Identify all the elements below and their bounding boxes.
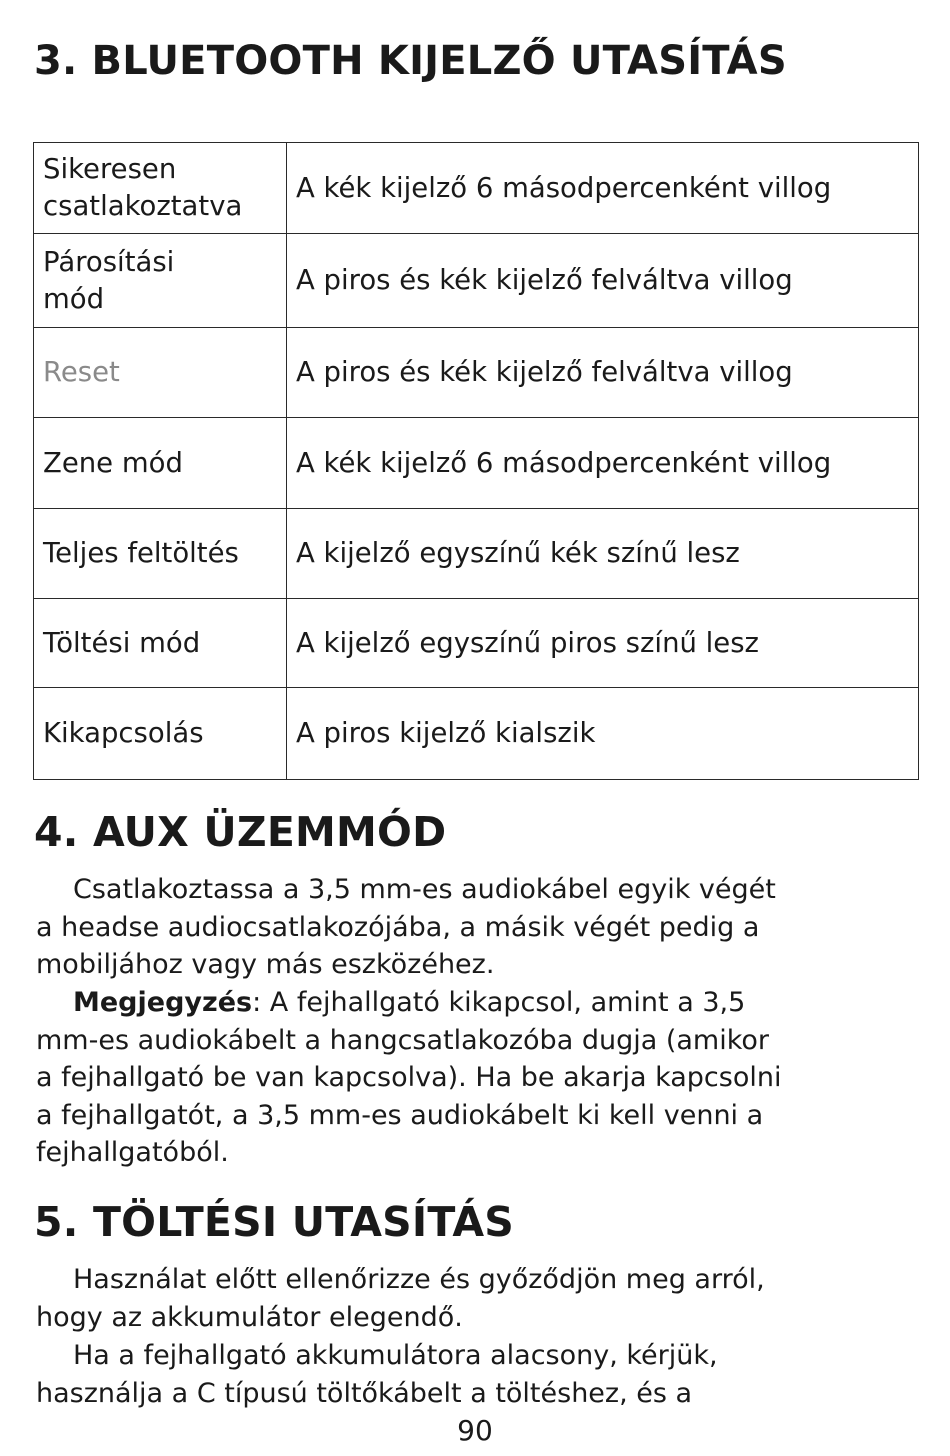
text-line: hogy az akkumulátor elegendő. [36,1301,463,1333]
page-number: 90 [457,1414,493,1447]
table-row [34,418,919,509]
table-row [34,328,919,418]
text-line: fejhallgatóból. [36,1137,229,1169]
text-line: Használat előtt ellenőrizze és győződjön meg arról, [73,1264,765,1295]
state-cell: Kikapcsolás [34,688,287,780]
state-label: mód [43,282,105,315]
text-line: Ha a fejhallgató akkumulátora alacsony, kérjük, [73,1340,718,1371]
charging-paragraph [36,1337,906,1412]
state-cell: Reset [34,328,287,418]
state-label: csatlakoztatva [43,190,243,222]
section-heading-aux-mode: 4. AUX ÜZEMMÓD [34,808,447,856]
text-line: használja a C típusú töltőkábelt a töltéshez, és a [36,1377,693,1409]
text-line: a fejhallgató be van kapcsolva). Ha be akarja kapcsolni [36,1062,782,1094]
text-line: Csatlakoztassa a 3,5 mm-es audiokábel egyik végét [73,874,776,905]
charging-paragraph [36,1261,906,1336]
section-heading-bluetooth-indicator: 3. BLUETOOTH KIJELZŐ UTASÍTÁS [34,38,787,84]
note-text: : A fejhallgató kikapcsol, amint a 3,5 [252,987,746,1018]
state-label: Sikeresen [43,153,177,185]
note-label: Megjegyzés [73,987,253,1018]
text-line: a fejhallgatót, a 3,5 mm-es audiokábelt ki kell venni a [36,1099,764,1131]
description-cell: A kék kijelző 6 másodpercenként villog [287,143,919,234]
description-cell: A piros kijelző kialszik [287,688,919,780]
state-label: Párosítási [43,245,175,278]
table-row [34,234,919,328]
description-cell: A kijelző egyszínű piros színű lesz [287,599,919,688]
table-row [34,688,919,780]
table-row [34,509,919,599]
table-row [34,143,919,234]
text-line: mobiljához vagy más eszközéhez. [36,949,495,981]
state-cell [34,234,287,328]
state-cell: Teljes feltöltés [34,509,287,599]
description-cell: A kék kijelző 6 másodpercenként villog [287,418,919,509]
state-cell: Zene mód [34,418,287,509]
description-cell: A kijelző egyszínű kék színű lesz [287,509,919,599]
text-line: mm-es audiokábelt a hangcsatlakozóba dugja (amikor [36,1024,770,1056]
text-line: a headse audiocsatlakozójába, a másik végét pedig a [36,911,760,943]
table-row [34,599,919,688]
description-cell: A piros és kék kijelző felváltva villog [287,328,919,418]
indicator-status-table [33,142,919,780]
state-cell [34,143,287,234]
state-cell: Töltési mód [34,599,287,688]
note-paragraph [36,984,906,1172]
description-cell: A piros és kék kijelző felváltva villog [287,234,919,328]
text-line [36,984,906,1022]
section-heading-charging: 5. TÖLTÉSI UTASÍTÁS [34,1198,515,1246]
aux-paragraph [36,871,906,984]
